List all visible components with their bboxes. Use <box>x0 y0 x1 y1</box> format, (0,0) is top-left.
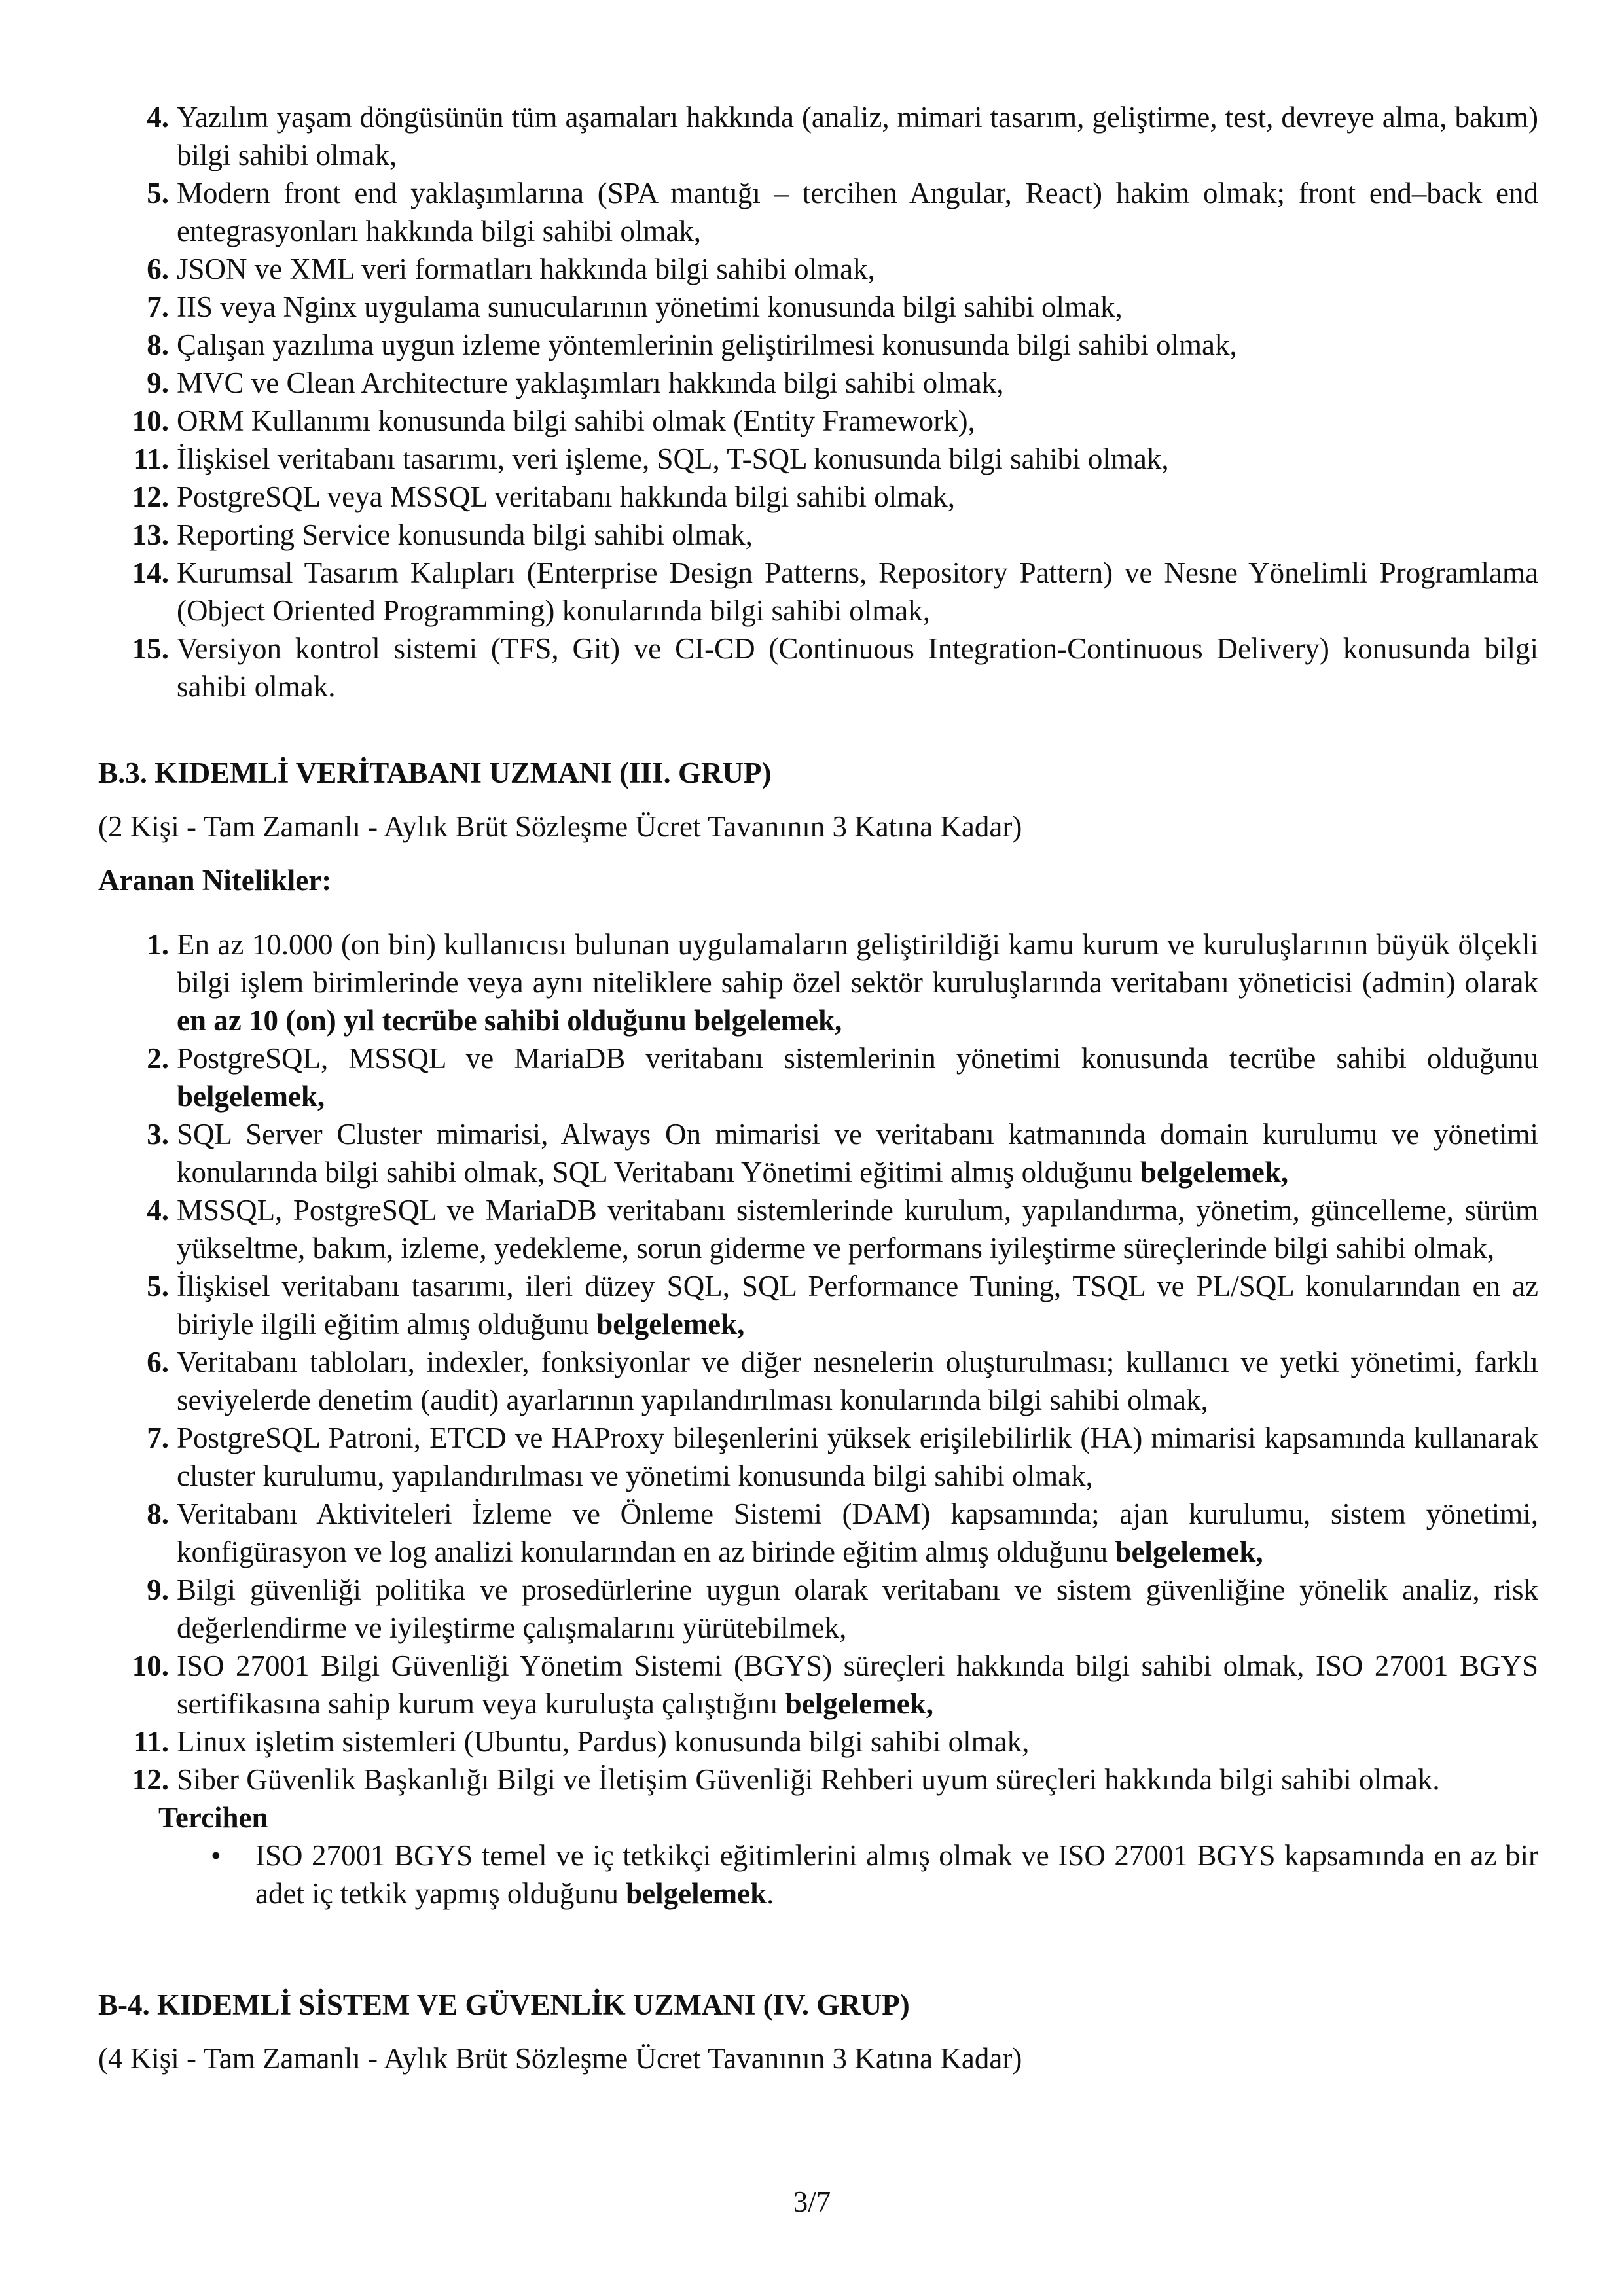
item-text: MSSQL, PostgreSQL ve MariaDB veritabanı sistemlerinde kurulum, yapılandırma, yönetim, güncelleme, sürüm yükseltme, bakım, izleme, yedekleme, sorun giderme ve performans iyileştirme süreçlerinde bilgi sahibi olmak, <box>177 1194 1538 1265</box>
item-text-bold: belgelemek, <box>596 1308 745 1340</box>
preferred-label: Tercihen <box>158 1801 268 1834</box>
item-text: Veritabanı tabloları, indexler, fonksiyonlar ve diğer nesnelerin oluşturulması; kullanıcı ve yetki yönetimi, farklı seviyelerde denetim (audit) ayarlarının yapılandırılması konularında bilgi sahibi olmak, <box>177 1346 1538 1416</box>
item-text: Modern front end yaklaşımlarına (SPA mantığı – tercihen Angular, React) hakim olmak; front end–back end entegrasyonları hakkında bilgi sahibi olmak, <box>177 177 1538 247</box>
list-item <box>98 1191 1538 1267</box>
list-item <box>98 1419 1538 1495</box>
item-number: 15. <box>132 632 169 665</box>
list-item <box>98 1267 1538 1343</box>
item-number: 3. <box>147 1118 169 1151</box>
item-number: 10. <box>132 1649 169 1682</box>
item-number: 5. <box>147 177 169 209</box>
document-page <box>98 98 1538 2077</box>
list-item <box>98 402 1538 440</box>
item-text: Linux işletim sistemleri (Ubuntu, Pardus) konusunda bilgi sahibi olmak, <box>177 1725 1030 1758</box>
qualifications-list <box>98 925 1538 1799</box>
list-item <box>98 1495 1538 1571</box>
list-item <box>98 1039 1538 1115</box>
list-item <box>98 1571 1538 1647</box>
item-text-bold: belgelemek, <box>785 1687 933 1720</box>
item-number: 12. <box>132 1763 169 1796</box>
item-text: Veritabanı Aktiviteleri İzleme ve Önleme Sistemi (DAM) kapsamında; ajan kurulumu, sistem yönetimi, konfigürasyon ve log analizi konularından en az birinde eğitim almış olduğunu <box>177 1498 1538 1568</box>
item-number: 4. <box>147 1194 169 1227</box>
list-item <box>98 1723 1538 1761</box>
item-number: 2. <box>147 1042 169 1075</box>
list-item <box>98 364 1538 402</box>
item-text-bold: belgelemek, <box>177 1080 325 1113</box>
list-item <box>98 174 1538 250</box>
item-text: Kurumsal Tasarım Kalıpları (Enterprise Design Patterns, Repository Pattern) ve Nesne Yönelimli Programlama (Object Oriented Programming) konularında bilgi sahibi olmak, <box>177 556 1538 627</box>
item-number: 7. <box>147 291 169 323</box>
list-item <box>98 1761 1538 1799</box>
item-number: 9. <box>147 367 169 399</box>
requirements-list-continued <box>98 98 1538 706</box>
item-text: Çalışan yazılıma uygun izleme yöntemlerinin geliştirilmesi konusunda bilgi sahibi olmak, <box>177 329 1237 361</box>
item-number: 10. <box>132 404 169 437</box>
bullet-item <box>98 1837 1538 1912</box>
bullet-dot-icon: • <box>211 1839 221 1872</box>
item-text: JSON ve XML veri formatları hakkında bilgi sahibi olmak, <box>177 253 875 285</box>
item-text: SQL Server Cluster mimarisi, Always On mimarisi ve veritabanı katmanında domain kurulumu ve yönetimi konularında bilgi sahibi olmak, SQL Veritabanı Yönetimi eğitimi almış olduğunu <box>177 1118 1538 1189</box>
item-text: Versiyon kontrol sistemi (TFS, Git) ve CI-CD (Continuous Integration-Continuous Delivery) konusunda bilgi sahibi olmak. <box>177 632 1538 703</box>
item-text: Reporting Service konusunda bilgi sahibi olmak, <box>177 518 753 551</box>
bullet-text: ISO 27001 BGYS temel ve iç tetkikçi eğitimlerini almış olmak ve ISO 27001 BGYS kapsamında en az bir adet iç tetkik yapmış olduğunu <box>255 1839 1538 1910</box>
item-number: 4. <box>147 101 169 134</box>
item-number: 6. <box>147 1346 169 1378</box>
item-number: 1. <box>147 928 169 961</box>
item-number: 11. <box>134 1725 169 1758</box>
list-item <box>98 478 1538 516</box>
item-text: ISO 27001 Bilgi Güvenliği Yönetim Sistemi (BGYS) süreçleri hakkında bilgi sahibi olmak, ISO 27001 BGYS sertifikasına sahip kurum veya kuruluşta çalıştığını <box>177 1649 1538 1720</box>
item-text: IIS veya Nginx uygulama sunucularının yönetimi konusunda bilgi sahibi olmak, <box>177 291 1123 323</box>
item-text-bold: en az 10 (on) yıl tecrübe sahibi olduğunu belgelemek, <box>177 1004 842 1037</box>
item-number: 8. <box>147 1498 169 1530</box>
item-number: 8. <box>147 329 169 361</box>
item-text: PostgreSQL, MSSQL ve MariaDB veritabanı sistemlerinin yönetimi konusunda tecrübe sahibi olduğunu <box>177 1042 1538 1075</box>
list-item <box>98 554 1538 630</box>
section-title-b3: B.3. KIDEMLİ VERİTABANI UZMANI (III. GRUP) <box>98 757 772 789</box>
list-item <box>98 98 1538 174</box>
item-text: ORM Kullanımı konusunda bilgi sahibi olmak (Entity Framework), <box>177 404 975 437</box>
item-text-bold: belgelemek, <box>1115 1535 1263 1568</box>
item-text: İlişkisel veritabanı tasarımı, ileri düzey SQL, SQL Performance Tuning, TSQL ve PL/SQL konularından en az biriyle ilgili eğitim almış olduğunu <box>177 1270 1538 1340</box>
item-text: Yazılım yaşam döngüsünün tüm aşamaları hakkında (analiz, mimari tasarım, geliştirme, test, devreye alma, bakım) bilgi sahibi olmak, <box>177 101 1538 171</box>
list-item <box>98 630 1538 706</box>
page-number: 3/7 <box>793 2185 831 2218</box>
item-number: 12. <box>132 480 169 513</box>
item-text: PostgreSQL Patroni, ETCD ve HAProxy bileşenlerini yüksek erişilebilirlik (HA) mimarisi kapsamında kullanarak cluster kurulumu, yapılandırılması ve yönetimi konusunda bilgi sahibi olmak, <box>177 1422 1538 1492</box>
item-number: 14. <box>132 556 169 589</box>
item-text: Bilgi güvenliği politika ve prosedürlerine uygun olarak veritabanı ve sistem güvenliğine yönelik analiz, risk değerlendirme ve iyileştirme çalışmalarını yürütebilmek, <box>177 1573 1538 1644</box>
item-number: 13. <box>132 518 169 551</box>
bullet-text-end: . <box>767 1877 774 1910</box>
list-item <box>98 250 1538 288</box>
item-text: İlişkisel veritabanı tasarımı, veri işleme, SQL, T-SQL konusunda bilgi sahibi olmak, <box>177 442 1169 475</box>
qualifications-label: Aranan Nitelikler: <box>98 864 332 897</box>
preferred-list <box>98 1837 1538 1912</box>
item-text: PostgreSQL veya MSSQL veritabanı hakkında bilgi sahibi olmak, <box>177 480 956 513</box>
item-number: 7. <box>147 1422 169 1454</box>
item-text: En az 10.000 (on bin) kullanıcısı bulunan uygulamaların geliştirildiği kamu kurum ve kuruluşlarının büyük ölçekli bilgi işlem birimlerinde veya aynı niteliklere sahip özel sektör kuruluşlarında veritabanı yöneticisi (admin) olarak <box>177 928 1538 999</box>
list-item <box>98 516 1538 554</box>
item-text: MVC ve Clean Architecture yaklaşımları hakkında bilgi sahibi olmak, <box>177 367 1004 399</box>
list-item <box>98 288 1538 326</box>
list-item <box>98 925 1538 1039</box>
item-number: 9. <box>147 1573 169 1606</box>
bullet-text-bold: belgelemek <box>626 1877 767 1910</box>
item-number: 11. <box>134 442 169 475</box>
list-item <box>98 326 1538 364</box>
item-text: Siber Güvenlik Başkanlığı Bilgi ve İletişim Güvenliği Rehberi uyum süreçleri hakkında bilgi sahibi olmak. <box>177 1763 1440 1796</box>
item-number: 6. <box>147 253 169 285</box>
section-subtitle-b3: (2 Kişi - Tam Zamanlı - Aylık Brüt Sözleşme Ücret Tavanının 3 Katına Kadar) <box>98 810 1022 843</box>
section-subtitle-b4: (4 Kişi - Tam Zamanlı - Aylık Brüt Sözleşme Ücret Tavanının 3 Katına Kadar) <box>98 2042 1022 2075</box>
item-number: 5. <box>147 1270 169 1302</box>
section-title-b4: B-4. KIDEMLİ SİSTEM VE GÜVENLİK UZMANI (IV. GRUP) <box>98 1988 910 2021</box>
list-item <box>98 1115 1538 1191</box>
list-item <box>98 440 1538 478</box>
item-text-bold: belgelemek, <box>1140 1156 1289 1189</box>
list-item <box>98 1647 1538 1723</box>
list-item <box>98 1343 1538 1419</box>
